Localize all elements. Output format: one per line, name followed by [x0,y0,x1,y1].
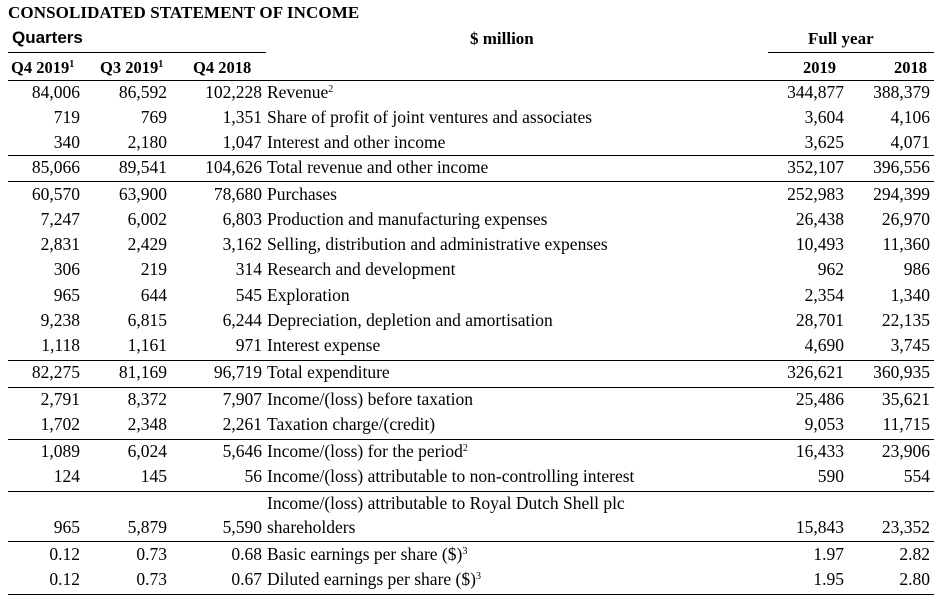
q4-2018-value: 7,907 [222,389,262,409]
table-row [0,285,940,310]
row-divider [8,439,934,440]
fy-2019-value: 326,621 [787,362,844,382]
line-item-text: shareholders [267,517,356,537]
line-item-text: Research and development [267,259,456,279]
q4-2018-value: 0.68 [231,544,262,564]
q3-2019-value: 8,372 [127,389,167,409]
fy-2019-value: 590 [817,466,844,486]
line-item-label [267,259,456,280]
q3-2019-value: 2,429 [127,234,167,254]
unit-header: $ million [470,29,534,48]
footnote-marker: 2 [328,84,334,95]
fy-2018-value: 360,935 [873,362,930,382]
q4-2019-value: 60,570 [31,184,80,204]
q3-2019-value: 219 [140,259,167,279]
line-item-text: Interest and other income [267,132,446,152]
fy-2018-value: 388,379 [873,82,930,102]
line-item-label [267,517,355,538]
q4-2018-value: 78,680 [213,184,262,204]
line-item-label [267,466,634,487]
col-header-q4-2018: Q4 2018 [193,58,252,77]
fy-2018-value: 23,906 [881,441,930,461]
q4-2019-value: 306 [53,259,80,279]
table-row [0,209,940,234]
line-item-text: Diluted earnings per share ($) [267,569,476,589]
q4-2019-value: 0.12 [49,544,80,564]
q4-2018-value: 3,162 [222,234,262,254]
col-header-2019: 2019 [803,58,836,77]
line-item-text: Income/(loss) attributable to Royal Dutch Shell plc [267,493,625,513]
fy-2018-value: 986 [903,259,930,279]
q4-2018-value: 971 [235,335,262,355]
fy-2019-value: 28,701 [795,310,844,330]
row-divider [8,155,934,156]
table-row [0,82,940,107]
q3-2019-value: 6,024 [127,441,167,461]
row-divider [8,491,934,492]
line-item-label [267,107,592,128]
table-row [0,335,940,360]
q4-2018-value: 545 [235,285,262,305]
q4-2019-value: 0.12 [49,569,80,589]
table-row [0,184,940,209]
q4-2018-value: 56 [244,466,262,486]
q4-2019-value: 2,791 [40,389,80,409]
q3-2019-value: 6,815 [127,310,167,330]
fy-2018-value: 4,071 [890,132,930,152]
q4-2019-value: 1,089 [40,441,80,461]
line-item-text: Depreciation, depletion and amortisation [267,310,553,330]
fy-2018-value: 11,360 [882,234,930,254]
row-divider [8,387,934,388]
footnote-marker: 3 [475,571,481,582]
fy-2019-value: 3,625 [804,132,844,152]
q3-2019-value: 6,002 [127,209,167,229]
q3-2019-value: 2,180 [127,132,167,152]
q3-2019-value: 5,879 [127,517,167,537]
line-item-label [267,389,473,410]
fy-2018-value: 1,340 [890,285,930,305]
q3-2019-value: 89,541 [118,157,167,177]
line-item-text: Total expenditure [267,362,390,382]
quarters-underline [8,52,266,53]
q4-2018-value: 102,228 [205,82,262,102]
footnote-marker: 3 [462,546,468,557]
footnote-marker: 2 [462,443,468,454]
line-item-label [267,82,333,103]
table-row [0,414,940,439]
row-divider [8,181,934,182]
line-item-text: Income/(loss) for the period [267,441,463,461]
q4-2019-value: 82,275 [31,362,80,382]
quarters-group-header: Quarters [12,28,83,47]
fy-2018-value: 23,352 [881,517,930,537]
table-row [0,441,940,466]
line-item-label [267,184,337,205]
line-item-label [267,209,547,230]
fy-2019-value: 2,354 [804,285,844,305]
q4-2018-value: 5,590 [222,517,262,537]
table-row [0,157,940,182]
q4-2019-value: 84,006 [31,82,80,102]
line-item-label [267,544,467,565]
q4-2019-value: 719 [53,107,80,127]
q3-2019-value: 81,169 [118,362,167,382]
fy-2018-value: 22,135 [881,310,930,330]
table-row [0,107,940,132]
line-item-text: Income/(loss) before taxation [267,389,474,409]
line-item-label [267,310,553,331]
q4-2019-value: 124 [53,466,80,486]
line-item-text: Revenue [267,82,329,102]
q4-2018-value: 0.67 [231,569,262,589]
q3-2019-value: 63,900 [118,184,167,204]
col-header-q3-2019: Q3 2019$^1$ [100,58,164,77]
q4-2018-value: 96,719 [213,362,262,382]
line-item-text: Taxation charge/(credit) [267,414,436,434]
q4-2018-value: 5,646 [222,441,262,461]
q4-2018-value: 1,047 [222,132,262,152]
fy-2019-value: 352,107 [787,157,844,177]
q4-2018-value: 104,626 [205,157,262,177]
fy-2018-value: 2.82 [899,544,930,564]
q4-2019-value: 340 [53,132,80,152]
table-row [0,310,940,335]
line-item-text: Basic earnings per share ($) [267,544,463,564]
line-item-text: Selling, distribution and administrative expenses [267,234,608,254]
line-item-label [267,493,625,514]
col-header-2018: 2018 [894,58,927,77]
q3-2019-value: 769 [140,107,167,127]
table-bottom-rule [8,594,934,595]
statement-title: CONSOLIDATED STATEMENT OF INCOME [8,3,360,22]
fy-2019-value: 1.95 [813,569,844,589]
fy-2019-value: 4,690 [804,335,844,355]
q4-2019-value: 1,118 [41,335,80,355]
q3-2019-value: 2,348 [127,414,167,434]
fy-2018-value: 35,621 [881,389,930,409]
line-item-label [267,335,380,356]
q3-2019-value: 86,592 [118,82,167,102]
fy-2019-value: 15,843 [795,517,844,537]
q4-2019-value: 965 [53,517,80,537]
table-row [0,132,940,157]
row-divider [8,360,934,361]
q3-2019-value: 0.73 [136,544,167,564]
line-item-text: Production and manufacturing expenses [267,209,548,229]
fy-2018-value: 396,556 [873,157,930,177]
fy-2019-value: 252,983 [787,184,844,204]
q4-2019-value: 1,702 [40,414,80,434]
table-row [0,466,940,491]
q3-2019-value: 644 [140,285,167,305]
q4-2018-value: 6,803 [222,209,262,229]
fy-2019-value: 1.97 [813,544,844,564]
line-item-label [267,569,481,590]
fy-2019-value: 25,486 [795,389,844,409]
fy-2019-value: 3,604 [804,107,844,127]
q4-2019-value: 7,247 [40,209,80,229]
fy-2019-value: 344,877 [787,82,844,102]
line-item-text: Exploration [267,285,350,305]
fy-2018-value: 554 [903,466,930,486]
line-item-label [267,234,608,255]
line-item-text: Income/(loss) attributable to non-controlling interest [267,466,635,486]
q4-2018-value: 1,351 [222,107,262,127]
full-year-group-header: Full year [808,29,874,48]
table-row [0,362,940,387]
table-row [0,493,940,518]
table-row [0,234,940,259]
fy-2018-value: 2.80 [899,569,930,589]
fy-2019-value: 10,493 [795,234,844,254]
line-item-text: Share of profit of joint ventures and associates [267,107,593,127]
line-item-text: Purchases [267,184,337,204]
line-item-label [267,414,435,435]
table-row [0,517,940,542]
fy-2019-value: 16,433 [795,441,844,461]
fy-2018-value: 11,715 [882,414,930,434]
header-rule [8,80,934,81]
q4-2019-value: 85,066 [31,157,80,177]
q4-2018-value: 2,261 [222,414,262,434]
fy-2018-value: 26,970 [881,209,930,229]
line-item-label [267,285,350,306]
line-item-label [267,132,445,153]
q4-2018-value: 6,244 [222,310,262,330]
fy-2019-value: 962 [817,259,844,279]
line-item-label [267,441,468,462]
fy-2019-value: 26,438 [795,209,844,229]
fy-2018-value: 3,745 [890,335,930,355]
fy-2018-value: 294,399 [873,184,930,204]
row-divider [8,541,934,542]
line-item-label [267,362,390,383]
q4-2019-value: 9,238 [40,310,80,330]
line-item-text: Interest expense [267,335,381,355]
q4-2019-value: 2,831 [40,234,80,254]
full-year-underline [768,52,934,53]
table-row [0,544,940,569]
table-row [0,389,940,414]
col-header-q4-2019: Q4 2019$^1$ [11,58,75,77]
table-row [0,259,940,284]
fy-2019-value: 9,053 [804,414,844,434]
line-item-label [267,157,488,178]
q3-2019-value: 145 [140,466,167,486]
fy-2018-value: 4,106 [890,107,930,127]
line-item-text: Total revenue and other income [267,157,489,177]
q4-2019-value: 965 [53,285,80,305]
q4-2018-value: 314 [235,259,262,279]
q3-2019-value: 0.73 [136,569,167,589]
q3-2019-value: 1,161 [127,335,167,355]
table-row [0,569,940,594]
